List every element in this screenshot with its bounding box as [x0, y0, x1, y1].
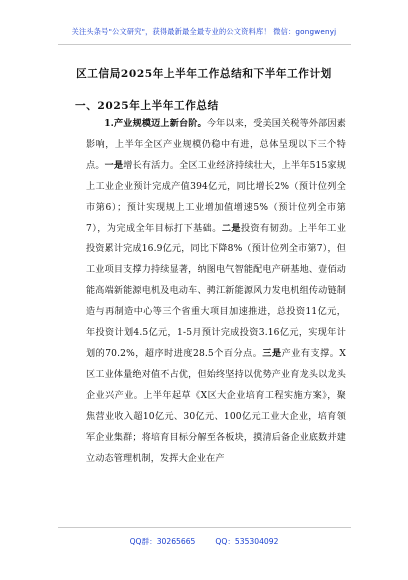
document-title: 区工信局2025年上半年工作总结和下半年工作计划: [76, 68, 332, 80]
point-1-label: 一是: [104, 159, 124, 171]
point-2-text: 投资有韧劲。上半年工业投资累计完成16.9亿元，同比下降8%（预计位列全市第7），但工业项目支撑力持续显著，纳图电气智能配电产研基地、壹佰动能高端新能源电机及电动车、骋江新能源风力发电机组传动链制造与再制造中心等三个省重大项目加速推进，总投资11亿元，年投资计划4.5亿元，1-5月预计完成投资3.16亿元，实现年计划的70.2%，超序时进度28.5个百分点。: [86, 223, 346, 359]
footer-divider: [58, 527, 351, 528]
point-3-text: 产业有支撑。X区工业体量绝对值不占优，但始终坚持以优势产业育龙头以龙头企业兴产业。上半年起草《X区大企业培育工程实施方案》，聚焦营业收入超10亿元、30亿元、100亿元工业大企业，培育领军企业集群；将培育目标分解至各板块，摸清后备企业底数并建立动态管理机制，发挥大企业在产: [86, 348, 346, 464]
footer-contact: [0, 536, 408, 547]
footer-qq: QQ：535304092: [215, 537, 279, 546]
point-3-label: 三是: [262, 347, 282, 359]
point-2-label: 二是: [221, 222, 241, 234]
paragraph-number: 1.: [104, 118, 114, 129]
paragraph-lead: 产业规模迈上新台阶。: [113, 118, 207, 129]
footer-qq-group: QQ群：30265665: [129, 537, 196, 546]
body-paragraph: [86, 114, 346, 469]
paragraph-intro: 今年以来，受美国关税等外部因素影响，上半年全区产业规模仍稳中有进，总体呈现以下三个特点。: [86, 119, 346, 171]
section-heading: 一、2025年上半年工作总结: [75, 100, 219, 112]
header-divider: [58, 44, 351, 45]
point-1-text: 增长有活力。全区工业经济持续壮大，上半年515家规上工业企业预计完成产值394亿元，同比增长2%（预计位列全市第6）；预计实现规上工业增加值增速5%（预计位列全市第7），为完成全年目标打下基础。: [86, 160, 346, 234]
header-promo-text: 关注头条号"公文研究"，获得最新最全最专业的公文资料库！ 微信：gongwenyj: [71, 27, 337, 36]
